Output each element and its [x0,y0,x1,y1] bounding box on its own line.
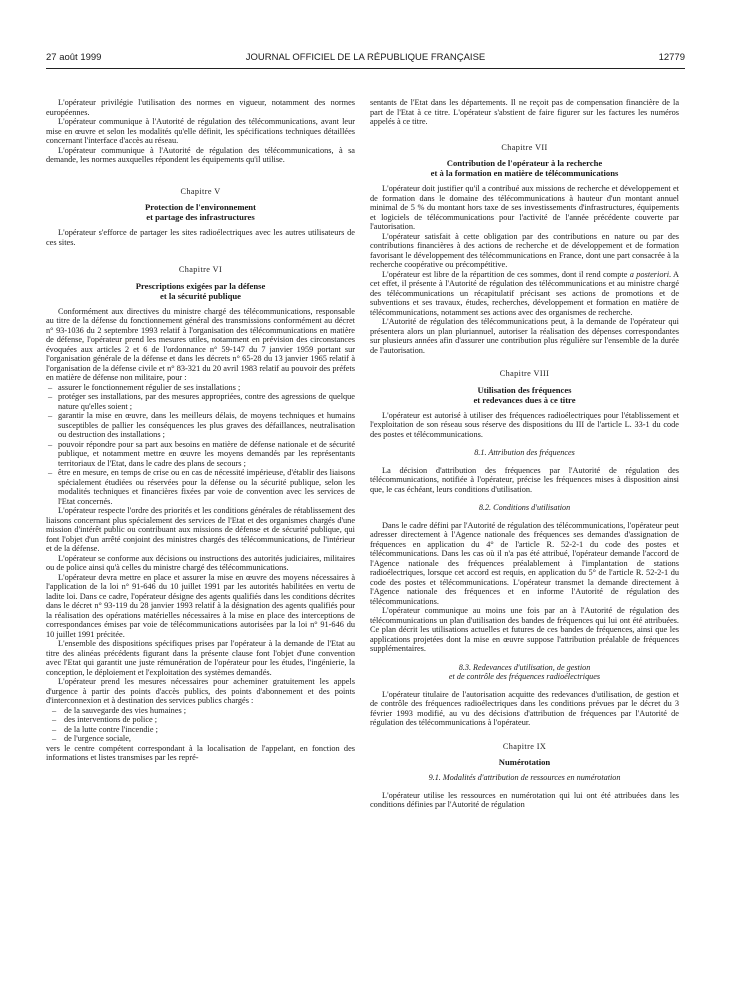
list-item: – de la sauvegarde des vies humaines ; [46,706,355,716]
header-page-number: 12779 [658,52,685,63]
list-item: – garantir la mise en œuvre, dans les meilleurs délais, de moyens techniques et humains susceptibles de pallier les conséquences les plus graves des défaillances, neutralisation ou destruction des installations ; [46,411,355,440]
chapter-title [370,757,679,767]
paragraph: L'opérateur respecte l'ordre des priorités et les conditions générales de rétablissement des liaisons concernant plus spécialement des services de l'Etat et des organismes chargés d'une mission d'intérêt public ou contribuant aux missions de défense et de sécurité publique, qui font l'objet d'un arrêté conjoint des ministres chargés des télécommunications, de l'intérieur et de la défense. [46,506,355,553]
chapter-title-line: et redevances dues à ce titre [473,394,576,405]
paragraph: L'opérateur s'efforce de partager les sites radioélectriques avec les autres utilisateurs de ces sites. [46,228,355,247]
chapter-word: Chapitre [178,265,211,274]
section-heading-line: 8.3. Redevances d'utilisation, de gestion [458,662,591,672]
chapter-title-line: Contribution de l'opérateur à la recherche [446,158,603,168]
text-run: L'opérateur est libre de la répartition de ces sommes, dont il rend compte [382,269,630,279]
chapter-title [370,158,679,178]
chapter-number: VIII [533,369,550,378]
chapter-title [46,281,355,301]
paragraph: Dans le cadre défini par l'Autorité de régulation des télécommunications, l'opérateur peut adresser directement à l'Agence nationale des fréquences ses demandes d'assignation de fréquences en application du 4° de l'article R. 52-2-1 du code des postes et télécommunications. Dans les cas où il n'a pas été attribué, l'opérateur demande l'accord de l'Agence nationale des fréquences préalablement à l'implantation de stations radioélectriques, lorsque cet accord est requis, en application du 5° de l'article R. 52-2-1 du code des postes et télécommunications. L'opérateur transmet la demande directement à l'Agence nationale des fréquences et en informe l'Autorité de régulation des télécommunications. [370,520,679,606]
chapter-title-line: et la sécurité publique [160,290,241,301]
list-item: – des interventions de police ; [46,715,355,725]
right-column [370,98,679,810]
list-item: – assurer le fonctionnement régulier de ses installations ; [46,383,355,393]
section-heading [370,663,679,682]
section-heading-line: et de contrôle des fréquences radioélectriques [448,672,601,681]
section-heading: 8.1. Attribution des fréquences [474,448,575,457]
header-journal-title: JOURNAL OFFICIEL DE LA RÉPUBLIQUE FRANÇAISE [245,52,486,63]
chapter-title-line: Utilisation des fréquences [477,384,572,395]
emergency-services-list [46,706,355,744]
chapter-heading [46,187,355,197]
chapter-word: Chapitre [180,186,212,196]
paragraph: L'opérateur doit justifier qu'il a contribué aux missions de recherche et développement et de formation dans le domaine des télécommunications à hauteur d'un montant annuel minimal de 5 % du montant hors taxe de ses investissements d'infrastructures, équipements et logiciels de télécommunications pour l'activité de l'année précédente couverte par l'autorisation. [370,184,679,231]
italic-text: a posteriori [629,269,670,279]
chapter-heading [370,143,679,153]
paragraph: L'opérateur communique à l'Autorité de régulation des télécommunications, avant leur mise en œuvre et selon les modalités qu'elle définit, les spécifications techniques détaillées concernant l'interface d'accès au réseau. [46,117,355,145]
paragraph: L'opérateur utilise les ressources en numérotation qui lui ont été attribuées dans les conditions définies par l'Autorité de régulation [370,790,679,809]
paragraph: L'opérateur satisfait à cette obligation par des contributions en nature ou par des contributions financières à des actions de recherche et de développement et de formation favorisant le développement des télécommunications en France, dont une part consacrée à la recherche coopérative ou précompétitive. [370,231,679,269]
paragraph: Conformément aux directives du ministre chargé des télécommunications, responsable au titre de la défense du fonctionnement général des transmissions conformément au décret n° 93-1036 du 2 septembre 1993 relatif à l'organisation des télécommunications en matière de défense, l'opérateur prend les mesures utiles, notamment en prévision des circonstances évoquées aux articles 2 et 6 de l'ordonnance n° 59-147 du 7 janvier 1959 portant sur l'organisation générale de la défense et dans les décrets n° 65-28 du 13 janvier 1965 relatif à l'organisation de la défense civile et n° 83-321 du 20 avril 1983 relatif au pouvoir des préfets en matière de défense non militaire, pour : [46,306,355,382]
paragraph: vers le centre compétent correspondant à la localisation de l'appelant, en fonction des informations et listes transmises par les repré- [46,743,355,762]
paragraph: L'opérateur devra mettre en place et assurer la mise en œuvre des moyens nécessaires à l'application de la loi n° 91-646 du 10 juillet 1991 par les autorités habilitées en vertu de ladite loi. Dans ce cadre, l'opérateur désigne des agents qualifiés dans les conditions décrites dans le décret n° 93-119 du 28 janvier 1993 relatif à la désignation des agents qualifiés pour la réalisation des opérations matérielles nécessaires à la mise en place des interceptions de correspondances émises par voie de télécommunications autorisées par la loi n° 91-646 du 10 juillet 1991 précitée. [46,572,355,639]
defense-measures-list [46,383,355,507]
left-column [46,98,355,763]
chapter-title [370,385,679,405]
chapter-title [46,202,355,222]
list-item: – protéger ses installations, par des mesures appropriées, contre des agressions de quelque nature qu'elles soient ; [46,392,355,411]
chapter-word: Chapitre [502,741,535,751]
paragraph [370,270,679,318]
chapter-title-line: Protection de l'environnement [145,202,256,212]
chapter-heading [370,742,679,752]
list-item: – de l'urgence sociale, [46,734,355,744]
paragraph: L'opérateur titulaire de l'autorisation acquitte des redevances d'utilisation, de gestion et de contrôle des fréquences radioélectriques dans les conditions prévues par le décret du 3 février 1993 modifié, au vu des décisions d'attribution de fréquences par l'Autorité de régulation des télécommunications à l'opérateur. [370,689,679,727]
list-item: – être en mesure, en temps de crise ou en cas de nécessité impérieuse, d'établir des liaisons spécialement étudiées ou réservées pour la défense ou la sécurité publique, selon les modalités techniques et financières fixées par voie de convention avec les services de l'Etat concernés. [46,468,355,506]
paragraph: L'opérateur communique au moins une fois par an à l'Autorité de régulation des télécommunications un plan d'utilisation des bandes de fréquences qui lui ont été attribuées. Ce plan décrit les utilisations actuelles et futures de ces bandes de fréquences, ainsi que les applications projetées dont la mise en œuvre suppose l'attribution préalable de fréquences supplémentaires. [370,606,679,653]
section-heading: 9.1. Modalités d'attribution de ressources en numérotation [428,773,621,782]
paragraph: L'opérateur prend les mesures nécessaires pour acheminer gratuitement les appels d'urgence à partir des points d'accès publics, des points d'abonnement et des points d'interconnexion et à destination des services publics chargés : [46,677,355,705]
paragraph: L'Autorité de régulation des télécommunications peut, à la demande de l'opérateur qui présentera alors un plan pluriannuel, autoriser la réalisation des dépenses correspondantes sur plusieurs années afin d'assurer une contribution plus régulière sur l'ensemble de la durée de l'autorisation. [370,317,679,355]
chapter-number: IX [536,741,547,751]
list-item: – de la lutte contre l'incendie ; [46,725,355,735]
header-date: 27 août 1999 [46,52,102,63]
chapter-word: Chapitre [501,142,533,152]
list-item: – pouvoir répondre pour sa part aux besoins en matière de défense nationale et de sécurité publique, et notamment mettre en œuvre les moyens demandés par les représentants territoriaux de l'Etat, dans le cadre des plans de secours ; [46,440,355,469]
text-run: . A cet effet, il présente à l'Autorité de régulation des télécommunications et au ministre chargé des télécommunications un récapitulatif précisant ses actions de promotions et de subventions et ses travaux, études, recherches, développement et formation en matière de télécommunications, notamment ses actions avec des organismes de recherche. [370,269,680,317]
chapter-word: Chapitre [499,369,532,378]
chapter-number: V [214,186,221,196]
paragraph: L'opérateur privilégie l'utilisation des normes en vigueur, notamment des normes européennes. [46,98,355,117]
paragraph: L'opérateur se conforme aux décisions ou instructions des autorités judiciaires, militaires ou de police ainsi qu'à celles du ministre chargé des télécommunications. [46,553,355,572]
header-rule [46,68,685,69]
paragraph: L'opérateur est autorisé à utiliser des fréquences radioélectriques pour l'établissement et l'exploitation de son réseau sous réserve des dispositions du III de l'article L. 33-1 du code des postes et télécommunications. [370,410,679,439]
paragraph: L'ensemble des dispositions spécifiques prises par l'opérateur à la demande de l'Etat au titre des alinéas précédents figurant dans la présente clause font l'objet d'une convention avec l'Etat qui garantit une juste rémunération de l'opérateur pour les études, l'ingénierie, la conception, le déploiement et l'exploitation des systèmes demandés. [46,639,355,677]
chapter-title-line: Numérotation [498,757,551,767]
chapter-number: VII [535,142,548,152]
section-heading: 8.2. Conditions d'utilisation [478,503,571,512]
chapter-heading [46,265,355,275]
paragraph: sentants de l'Etat dans les départements. Il ne reçoit pas de compensation financière de la part de l'Etat à ce titre. L'opérateur s'abstient de faire figurer sur les factures les numéros appelés à ce titre. [370,98,679,126]
chapter-title-line: et à la formation en matière de télécommunications [430,168,619,178]
paragraph: L'opérateur communique à l'Autorité de régulation des télécommunications, à sa demande, les normes auxquelles répondent les équipements qu'il utilise. [46,145,355,164]
page-header [46,52,685,66]
chapter-title-line: Prescriptions exigées par la défense [135,280,266,291]
chapter-title-line: et partage des infrastructures [146,212,255,222]
chapter-heading [370,369,679,379]
paragraph: La décision d'attribution des fréquences par l'Autorité de régulation des télécommunications, notifiée à l'opérateur, précise les fréquences mises à disposition ainsi que, le cas échéant, leurs conditions d'utilisation. [370,465,679,494]
chapter-number: VI [212,265,223,274]
